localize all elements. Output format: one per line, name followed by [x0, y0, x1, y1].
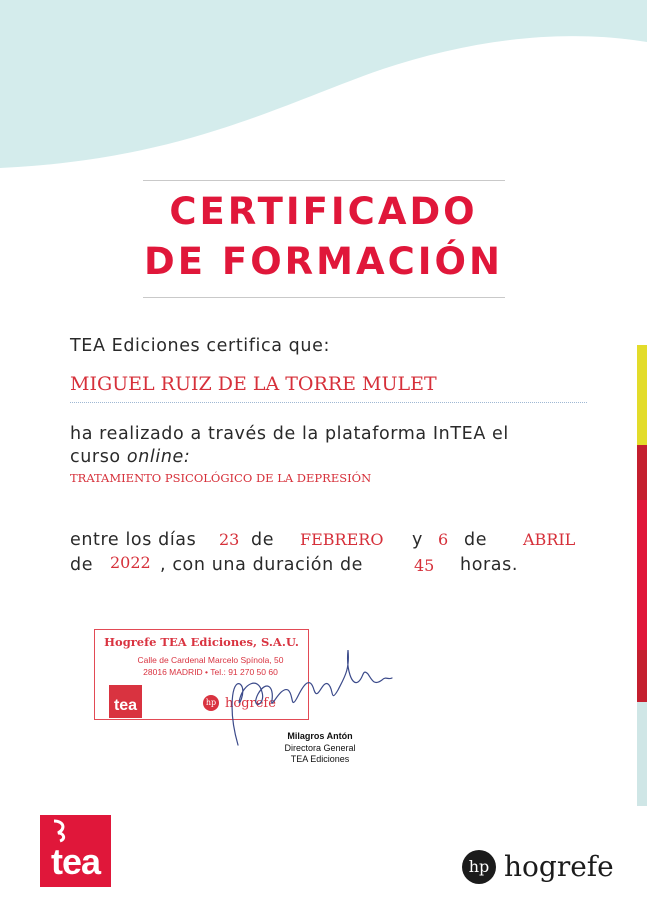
hogrefe-mark-icon: hp [203, 695, 219, 711]
stamp-tea-logo [109, 685, 142, 718]
y-label: y [412, 530, 423, 550]
title-top-rule [143, 180, 505, 181]
start-day: 23 [219, 530, 240, 549]
signer-role: Directora General [284, 743, 356, 753]
recipient-name: MIGUEL RUIZ DE LA TORRE MULET [70, 373, 437, 395]
header-wave [0, 0, 647, 175]
start-de-label: de [251, 530, 275, 550]
stamp-tea-text: tea [113, 697, 138, 714]
between-days-label: entre los días [70, 530, 197, 550]
end-day: 6 [438, 530, 449, 549]
sidebar-dark-red-bar-lower [637, 650, 647, 702]
course-prefix: curso [70, 447, 127, 467]
duration-label: , con una duración de [160, 555, 364, 575]
tea-logo [40, 815, 111, 887]
title-bottom-rule [143, 297, 505, 298]
end-de-label: de [464, 530, 488, 550]
certificate-title-line1: CERTIFICADO [169, 190, 478, 233]
signer-name: Milagros Antón [287, 731, 353, 741]
recipient-underline [70, 402, 587, 403]
hours-label: horas. [460, 555, 518, 575]
stamp-address-line1: Calle de Cardenal Marcelo Spínola, 50 [137, 655, 284, 665]
stamp-address-line2: 28016 MADRID • Tel.: 91 270 50 60 [143, 667, 278, 677]
year-value: 2022 [110, 553, 151, 572]
start-month: FEBRERO [300, 530, 384, 549]
hours-value: 45 [414, 556, 435, 575]
platform-text: ha realizado a través de la plataforma InTEA el [70, 424, 509, 444]
tea-logo-swoosh-icon [50, 819, 72, 843]
sidebar-red-bar [637, 500, 647, 650]
course-online: online: [126, 447, 191, 467]
course-label [70, 447, 190, 467]
tea-logo-text: tea [50, 841, 101, 882]
hogrefe-logo-icon: hp [462, 850, 496, 884]
end-month: ABRIL [523, 530, 576, 549]
hogrefe-logo-text: hogrefe [504, 850, 614, 883]
sidebar-teal-bar [637, 702, 647, 806]
stamp-hogrefe-text: hogrefe [225, 696, 276, 711]
certificate-title-line2: DE FORMACIÓN [144, 240, 503, 283]
course-name: TRATAMIENTO PSICOLÓGICO DE LA DEPRESIÓN [70, 471, 372, 485]
signer-org: TEA Ediciones [290, 754, 350, 764]
intro-text: TEA Ediciones certifica que: [70, 336, 330, 356]
stamp-company-name: Hogrefe TEA Ediciones, S.A.U. [104, 635, 299, 649]
sidebar-dark-red-bar [637, 445, 647, 500]
sidebar-yellow-bar [637, 345, 647, 445]
year-de-label: de [70, 555, 94, 575]
